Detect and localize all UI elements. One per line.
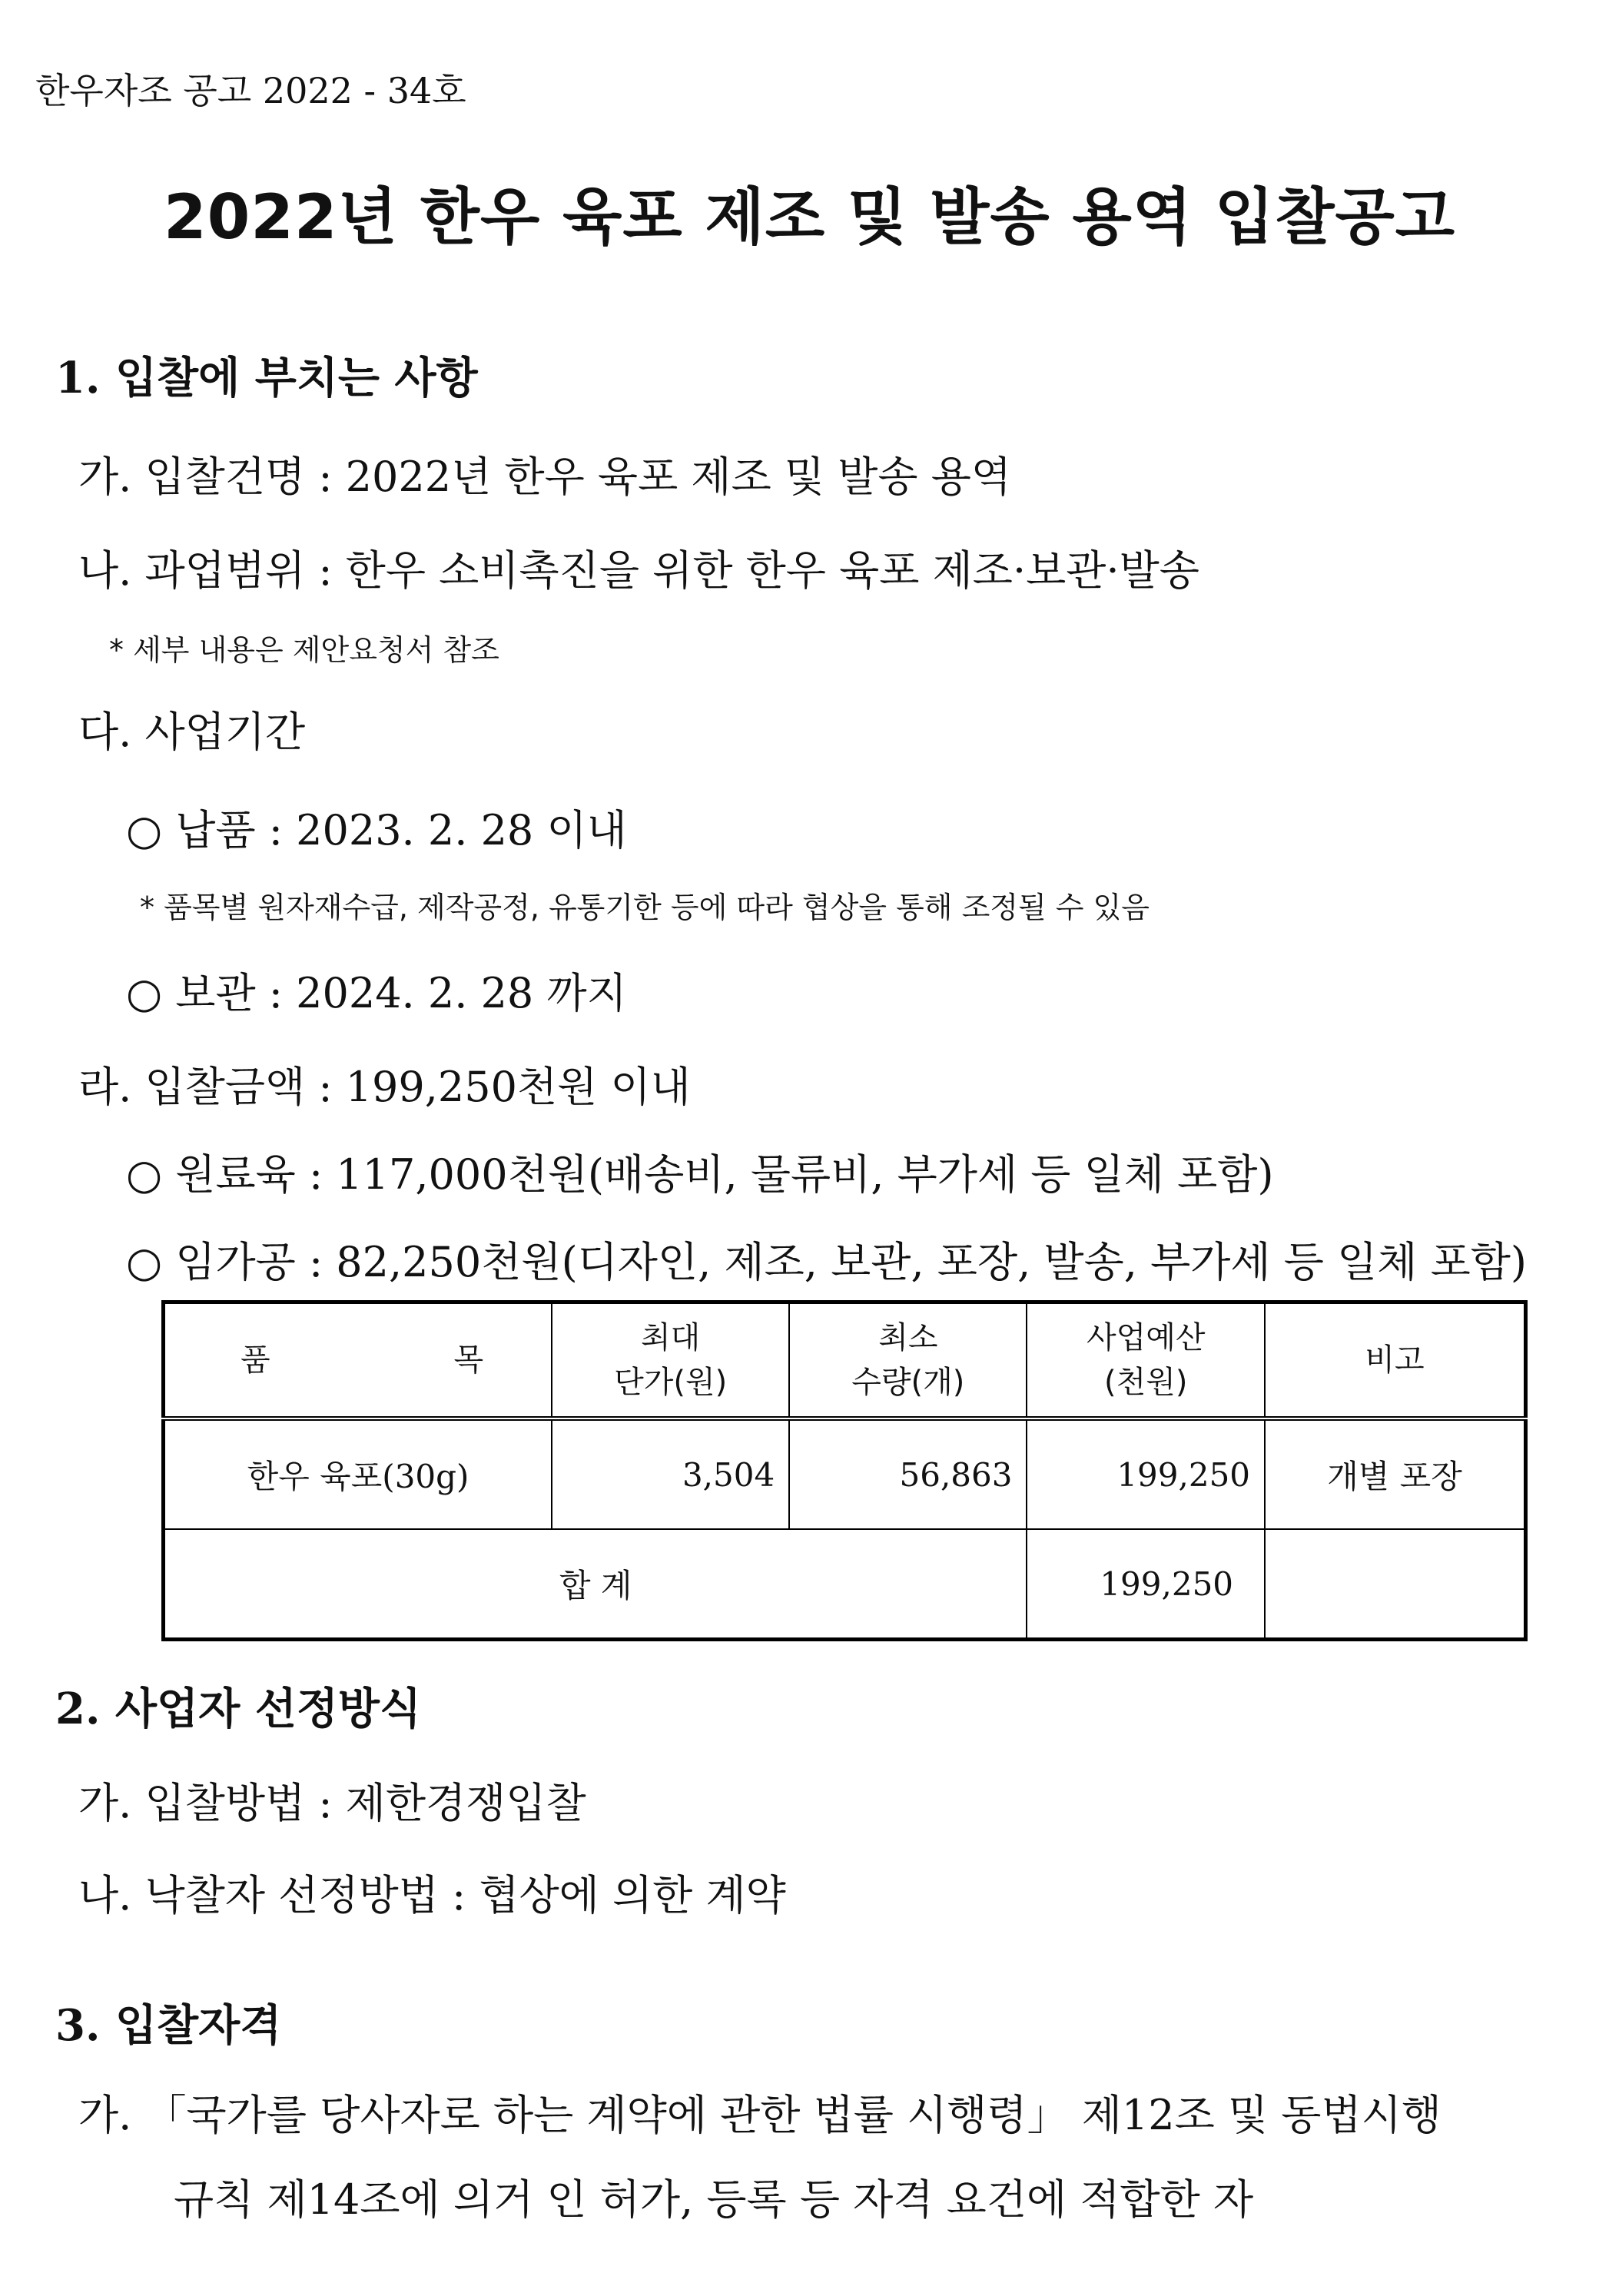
bid-item-table [161, 1300, 1528, 1641]
table-header-row [164, 1302, 1526, 1419]
table-total-row [164, 1529, 1526, 1640]
header-max-price [552, 1302, 789, 1419]
header-budget [1027, 1302, 1265, 1419]
cell-min-qty: 56,863 [789, 1418, 1027, 1529]
raw-meat-amount: ○ 원료육 : 117,000천원(배송비, 물류비, 부가세 등 일체 포함) [126, 1150, 1274, 1199]
cell-remark: 개별 포장 [1265, 1418, 1525, 1529]
header-item-part-2: 목 [453, 1342, 484, 1378]
bid-amount: 라. 입찰금액 : 199,250천원 이내 [78, 1063, 691, 1111]
cell-max-price: 3,504 [552, 1418, 789, 1529]
work-scope-note: * 세부 내용은 제안요청서 참조 [109, 633, 499, 667]
project-period: 다. 사업기간 [78, 708, 306, 756]
header-budget-line-1: 사업예산 [1086, 1320, 1206, 1355]
storage-deadline: ○ 보관 : 2024. 2. 28 까지 [126, 969, 627, 1017]
cell-item: 한우 육포(30g) [164, 1418, 552, 1529]
winner-selection-method: 나. 낙찰자 선정방법 : 협상에 의한 계약 [78, 1871, 786, 1919]
header-min-qty [789, 1302, 1027, 1419]
header-item-part-1: 품 [241, 1342, 270, 1378]
total-label: 합 계 [164, 1529, 1027, 1640]
bid-name: 가. 입찰건명 : 2022년 한우 육포 제조 및 발송 용역 [78, 453, 1012, 501]
notice-number: 한우자조 공고 2022 - 34호 [35, 70, 466, 111]
qualification-line-1: 가. 「국가를 당사자로 하는 계약에 관한 법률 시행령」 제12조 및 동법시행 [78, 2091, 1442, 2139]
section-1-heading: 1. 입찰에 부치는 사항 [55, 353, 478, 403]
header-item [164, 1302, 552, 1419]
header-min-qty-line-2: 수량(개) [851, 1365, 965, 1400]
cell-budget: 199,250 [1027, 1418, 1265, 1529]
header-budget-line-2: (천원) [1103, 1365, 1188, 1400]
section-2-heading: 2. 사업자 선정방식 [55, 1684, 422, 1734]
total-remark [1265, 1529, 1525, 1640]
work-scope: 나. 과업범위 : 한우 소비촉진을 위한 한우 육포 제조·보관·발송 [78, 546, 1199, 595]
header-max-price-line-1: 최대 [641, 1320, 701, 1355]
header-max-price-line-2: 단가(원) [614, 1365, 728, 1400]
table-row [164, 1418, 1526, 1529]
delivery-note: * 품목별 원자재수급, 제작공정, 유통기한 등에 따라 협상을 통해 조정될 수 있음 [140, 891, 1150, 924]
qualification-line-2: 규칙 제14조에 의거 인 허가, 등록 등 자격 요건에 적합한 자 [174, 2175, 1254, 2224]
total-budget: 199,250 [1027, 1529, 1265, 1640]
delivery-deadline: ○ 납품 : 2023. 2. 28 이내 [126, 806, 627, 854]
bid-method: 가. 입찰방법 : 제한경쟁입찰 [78, 1779, 586, 1827]
header-remark: 비고 [1265, 1302, 1525, 1419]
section-3-heading: 3. 입찰자격 [55, 2000, 282, 2051]
document-title: 2022년 한우 육포 제조 및 발송 용역 입찰공고 [163, 181, 1456, 253]
processing-amount: ○ 임가공 : 82,250천원(디자인, 제조, 보관, 포장, 발송, 부가세 등 일체 포함) [126, 1238, 1527, 1286]
header-min-qty-line-1: 최소 [878, 1320, 938, 1355]
